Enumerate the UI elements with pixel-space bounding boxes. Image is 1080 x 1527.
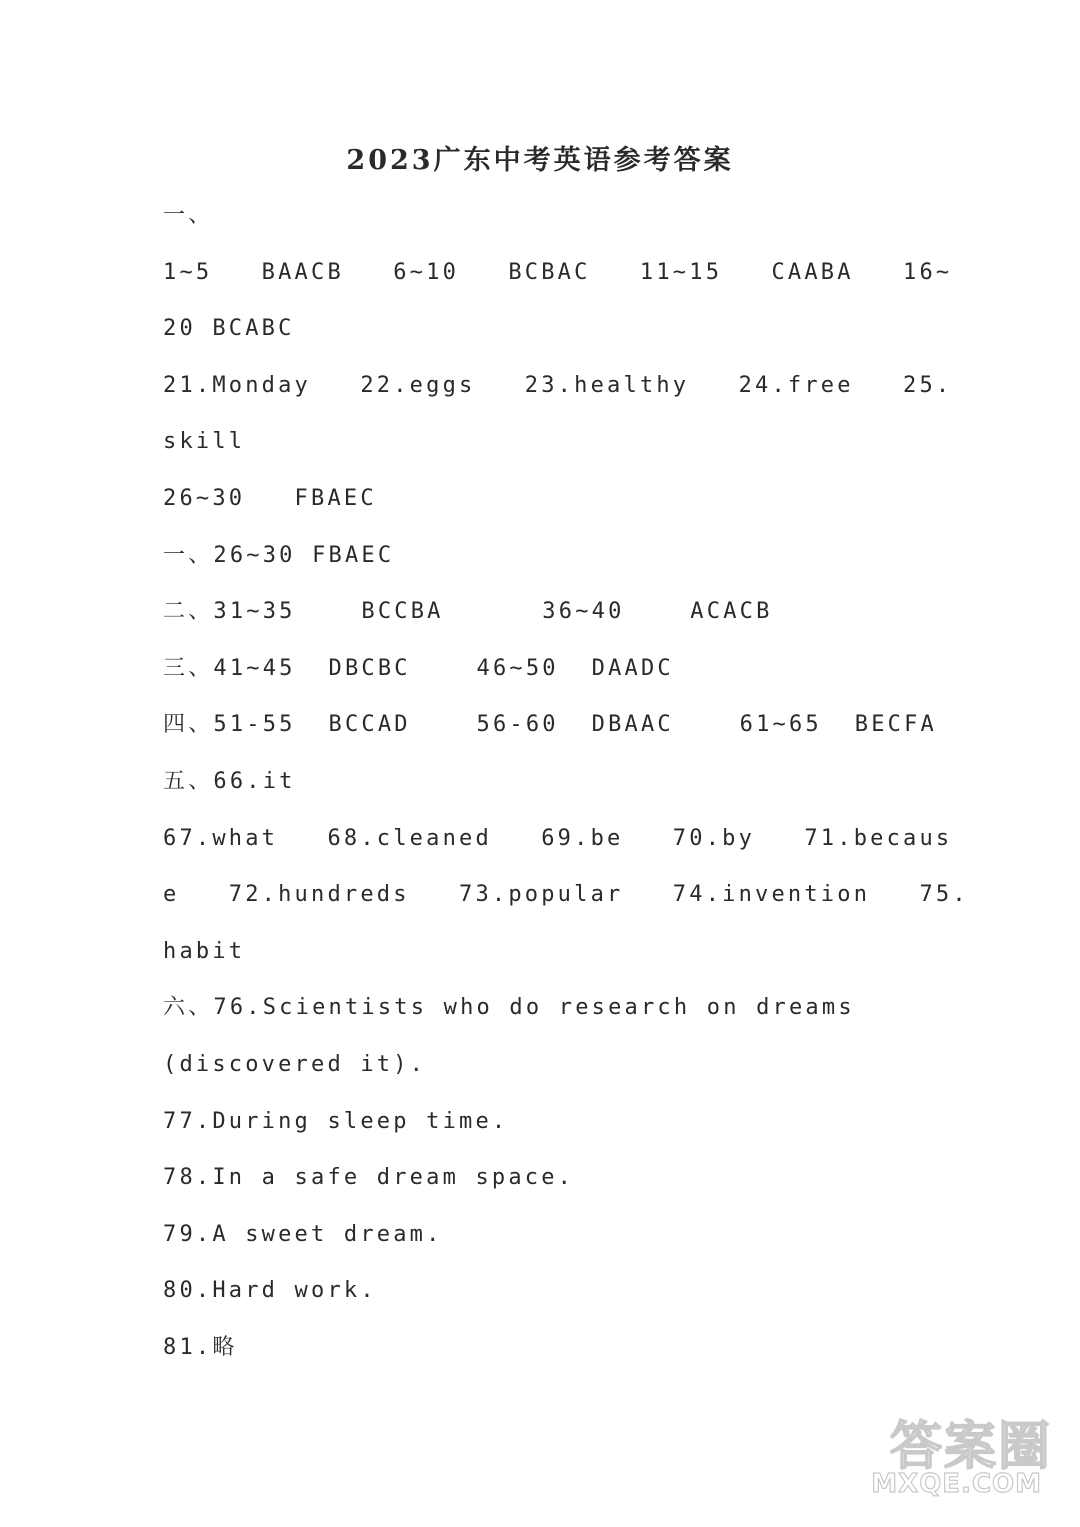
answer-line: 21.Monday 22.eggs 23.healthy 24.free 25. [163, 372, 953, 398]
answer-line: 77.During sleep time. [163, 1108, 509, 1134]
watermark-logo [852, 1404, 1052, 1499]
answer-line: e 72.hundreds 73.popular 74.invention 75. [163, 882, 969, 908]
answer-line: 81.略 [163, 1334, 238, 1360]
answer-line: 一、 [163, 203, 214, 228]
answer-line: skill [163, 429, 246, 455]
answer-line: 80.Hard work. [163, 1278, 377, 1304]
answer-line: 二、31~35 BCCBA 36~40 ACACB [163, 599, 773, 625]
answer-list [163, 196, 969, 1384]
answer-line: habit [163, 938, 246, 964]
answer-line: 79.A sweet dream. [163, 1221, 443, 1247]
answer-line: 三、41~45 DBCBC 46~50 DAADC [163, 655, 674, 681]
answer-line: 20 BCABC [163, 316, 295, 342]
answer-line: 67.what 68.cleaned 69.be 70.by 71.becaus [163, 825, 953, 851]
page-title: 2023广东中考英语参考答案 [346, 145, 734, 176]
answer-line: 六、76.Scientists who do research on dreams [163, 995, 855, 1021]
watermark-text: 答案圈 [889, 1417, 1052, 1477]
answer-line: 一、26~30 FBAEC [163, 542, 395, 568]
answer-line: 五、66.it [163, 768, 296, 794]
answer-line: 78.In a safe dream space. [163, 1165, 575, 1191]
answer-line: 1~5 BAACB 6~10 BCBAC 11~15 CAABA 16~ [163, 259, 953, 285]
answer-line: 四、51-55 BCCAD 56-60 DBAAC 61~65 BECFA [163, 712, 937, 738]
watermark-url: MXQE.COM [871, 1469, 1042, 1499]
answer-line: (discovered it). [163, 1051, 427, 1077]
answer-line: 26~30 FBAEC [163, 485, 377, 511]
